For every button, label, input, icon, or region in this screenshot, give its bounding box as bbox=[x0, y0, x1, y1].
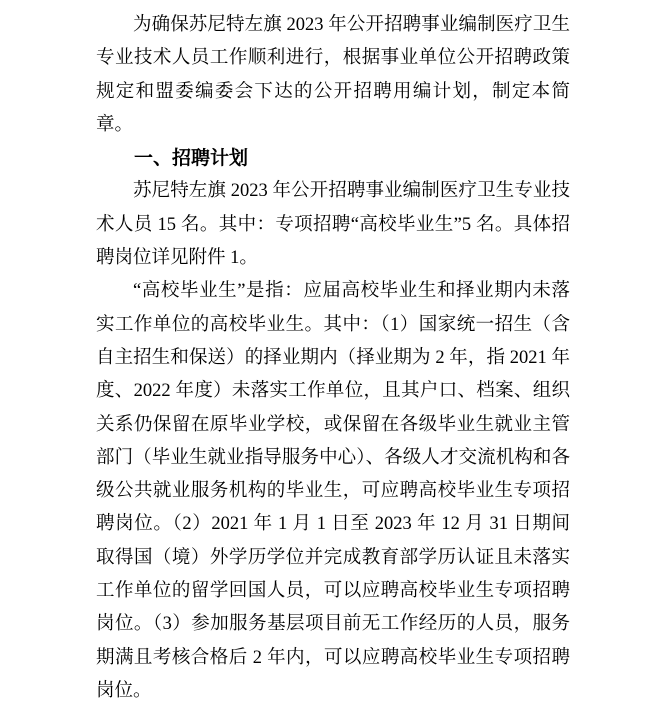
paragraph-recruitment-plan: 苏尼特左旗 2023 年公开招聘事业编制医疗卫生专业技术人员 15 名。其中：专项招聘“高校毕业生”5 名。具体招聘岗位详见附件 1。 bbox=[96, 181, 570, 269]
paragraph-graduate-definition: “高校毕业生”是指：应届高校毕业生和择业期内未落实工作单位的高校毕业生。其中：（1）国家统一招生（含自主招生和保送）的择业期内（择业期为 2 年，指 2021 年度、2022 年度）未落实工作单位，且其户口、档案、组织关系仍保留在原毕业学校，或保留在各级毕业生就业主管部门（毕业生就业指导服务中心）、各级人才交流机构和各级公共就业服务机构的毕业生，可应聘高校毕业生专项招聘岗位。（2）2021 年 1 月 1 日至 2023 年 12 月 31 日期间取得国（境）外学历学位并完成教育部学历认证且未落实工作单位的留学回国人员，可以应聘高校毕业生专项招聘岗位。（3）参加服务基层项目前无工作经历的人员，服务期满且考核合格后 2 年内，可以应聘高校毕业生专项招聘岗位。 bbox=[96, 281, 570, 701]
document-text-block bbox=[96, 9, 570, 708]
paragraph-intro: 为确保苏尼特左旗 2023 年公开招聘事业编制医疗卫生专业技术人员工作顺利进行，根据事业单位公开招聘政策规定和盟委编委会下达的公开招聘用编计划，制定本简章。 bbox=[96, 15, 570, 135]
section-heading-recruitment-plan: 一、招聘计划 bbox=[134, 148, 249, 170]
